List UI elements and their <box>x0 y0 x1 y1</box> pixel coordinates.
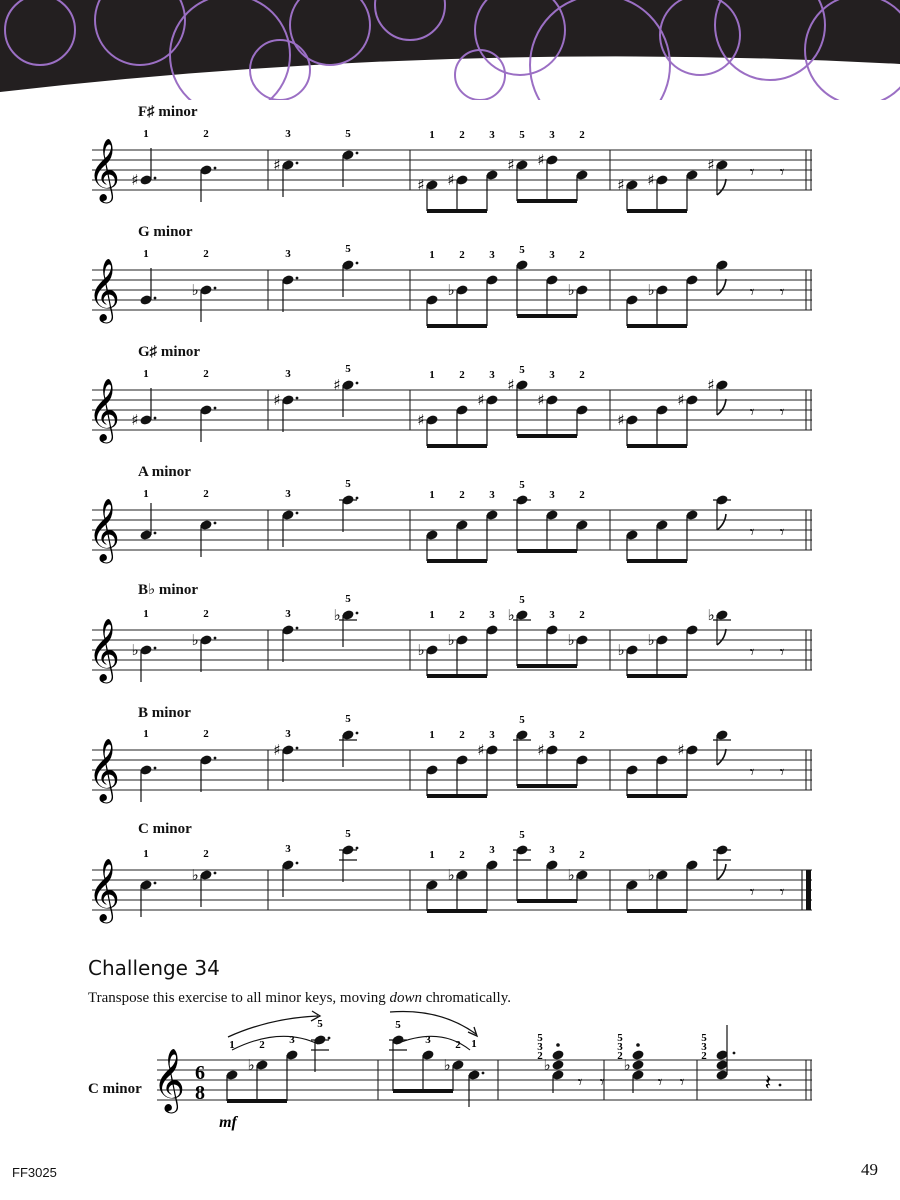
augmentation-dot <box>356 497 359 500</box>
fingering-number: 1 <box>471 1038 477 1050</box>
sharp-sign: ♯ <box>537 391 545 409</box>
fingering-number: 3 <box>425 1034 431 1046</box>
treble-clef: 𝄞 <box>88 378 120 441</box>
fingering-number: 2 <box>701 1050 707 1062</box>
flat-sign: ♭ <box>191 631 199 649</box>
fingering-number: 1 <box>429 129 435 141</box>
treble-clef: 𝄞 <box>88 858 120 921</box>
eighth-rest: 𝄾 <box>577 1072 583 1093</box>
quarter-rest: 𝄽 <box>764 1071 772 1096</box>
flat-sign: ♭ <box>333 606 341 624</box>
fingering-number: 3 <box>489 129 495 141</box>
fingering-number: 5 <box>519 129 525 141</box>
treble-clef: 𝄞 <box>88 498 120 561</box>
flat-sign: ♭ <box>417 641 425 659</box>
fingering-number: 5 <box>395 1019 401 1031</box>
fingering-number: 5 <box>345 478 351 490</box>
flat-sign: ♭ <box>543 1056 551 1074</box>
fingering-number: 3 <box>285 488 291 500</box>
fingering-number: 1 <box>143 488 149 500</box>
sharp-sign: ♯ <box>333 376 341 394</box>
fingering-number: 3 <box>489 489 495 501</box>
flat-sign: ♭ <box>443 1056 451 1074</box>
fingering-number: 2 <box>203 608 209 620</box>
fingering-number: 3 <box>617 1041 623 1053</box>
fingering-number: 2 <box>579 489 585 501</box>
augmentation-dot <box>296 162 299 165</box>
fingering-number: 3 <box>489 609 495 621</box>
eighth-rest: 𝄾 <box>749 282 755 303</box>
challenge-instruction <box>88 990 511 1007</box>
fingering-number: 2 <box>579 609 585 621</box>
fingering-number: 2 <box>459 249 465 261</box>
fingering-number: 1 <box>429 489 435 501</box>
fingering-number: 2 <box>459 489 465 501</box>
eighth-rest: 𝄾 <box>779 882 785 903</box>
fingering-number: 5 <box>617 1032 623 1044</box>
treble-clef: 𝄞 <box>88 738 120 801</box>
fingering-number: 2 <box>459 369 465 381</box>
chord-note <box>631 1059 644 1071</box>
augmentation-dot <box>779 1084 782 1087</box>
eighth-rest: 𝄾 <box>779 762 785 783</box>
augmentation-dot <box>356 152 359 155</box>
fingering-number: 5 <box>317 1018 323 1030</box>
footer-catalog-code: FF3025 <box>12 1165 57 1180</box>
eighth-rest: 𝄾 <box>749 522 755 543</box>
eighth-rest: 𝄾 <box>749 642 755 663</box>
augmentation-dot <box>154 177 157 180</box>
fingering-number: 1 <box>143 848 149 860</box>
sharp-sign: ♯ <box>647 171 655 189</box>
scale-title: F♯ minor <box>138 104 198 120</box>
slur <box>232 1036 318 1050</box>
fingering-number: 5 <box>345 243 351 255</box>
fingering-number: 1 <box>429 249 435 261</box>
augmentation-dot <box>328 1037 331 1040</box>
sharp-sign: ♯ <box>707 156 715 174</box>
sharp-sign: ♯ <box>131 411 139 429</box>
fingering-number: 2 <box>203 128 209 140</box>
fingering-number: 1 <box>229 1039 235 1051</box>
fingering-number: 3 <box>285 128 291 140</box>
eighth-rest: 𝄾 <box>779 522 785 543</box>
flat-sign: ♭ <box>707 606 715 624</box>
flat-sign: ♭ <box>447 281 455 299</box>
sharp-sign: ♯ <box>273 391 281 409</box>
fingering-number: 2 <box>579 129 585 141</box>
fingering-number: 1 <box>143 128 149 140</box>
fingering-number: 5 <box>345 828 351 840</box>
fingering-number: 1 <box>429 369 435 381</box>
fingering-number: 5 <box>519 364 525 376</box>
fingering-number: 5 <box>519 479 525 491</box>
flat-sign: ♭ <box>191 866 199 884</box>
sharp-sign: ♯ <box>417 411 425 429</box>
fingering-number: 3 <box>489 729 495 741</box>
sharp-sign: ♯ <box>507 156 515 174</box>
scale-title: C minor <box>138 821 192 837</box>
augmentation-dot <box>356 262 359 265</box>
flat-sign: ♭ <box>567 281 575 299</box>
flat-sign: ♭ <box>647 281 655 299</box>
flat-sign: ♭ <box>131 641 139 659</box>
fingering-number: 2 <box>455 1039 461 1051</box>
scale-title: A minor <box>138 464 191 480</box>
eighth-rest: 𝄾 <box>679 1072 685 1093</box>
sharp-sign: ♯ <box>617 411 625 429</box>
treble-clef: 𝄞 <box>153 1048 185 1111</box>
fingering-number: 2 <box>617 1050 623 1062</box>
fingering-number: 2 <box>537 1050 543 1062</box>
flat-sign: ♭ <box>617 641 625 659</box>
fingering-number: 1 <box>429 609 435 621</box>
fingering-number: 1 <box>429 849 435 861</box>
fingering-number: 3 <box>489 249 495 261</box>
note-flag <box>717 749 726 765</box>
dynamic-marking: mf <box>219 1114 237 1131</box>
flat-sign: ♭ <box>623 1056 631 1074</box>
eighth-rest: 𝄾 <box>749 762 755 783</box>
chord-note <box>551 1059 564 1071</box>
treble-clef: 𝄞 <box>88 138 120 201</box>
augmentation-dot <box>214 522 217 525</box>
augmentation-dot <box>214 407 217 410</box>
augmentation-dot <box>296 277 299 280</box>
augmentation-dot <box>733 1052 736 1055</box>
fingering-number: 1 <box>143 728 149 740</box>
fingering-number: 3 <box>549 609 555 621</box>
sharp-sign: ♯ <box>477 741 485 759</box>
note-flag <box>717 399 726 415</box>
instruction-text-end: chromatically. <box>422 990 512 1006</box>
augmentation-dot <box>296 512 299 515</box>
augmentation-dot <box>154 882 157 885</box>
sharp-sign: ♯ <box>677 391 685 409</box>
page-number: 49 <box>861 1160 878 1179</box>
fingering-number: 3 <box>285 248 291 260</box>
augmentation-dot <box>356 847 359 850</box>
flat-sign: ♭ <box>567 866 575 884</box>
fingering-number: 5 <box>345 128 351 140</box>
instruction-emphasis: down <box>389 990 423 1006</box>
fingering-number: 3 <box>549 729 555 741</box>
eighth-rest: 𝄾 <box>599 1072 605 1093</box>
direction-arrow <box>390 1011 476 1034</box>
sharp-sign: ♯ <box>273 741 281 759</box>
fingering-number: 5 <box>345 713 351 725</box>
sharp-sign: ♯ <box>417 176 425 194</box>
scale-title: G♯ minor <box>138 344 201 360</box>
sharp-sign: ♯ <box>477 391 485 409</box>
fingering-number: 5 <box>519 829 525 841</box>
fingering-number: 2 <box>203 728 209 740</box>
fingering-number: 5 <box>701 1032 707 1044</box>
sharp-sign: ♯ <box>507 376 515 394</box>
sharp-sign: ♯ <box>677 741 685 759</box>
fingering-number: 5 <box>519 714 525 726</box>
augmentation-dot <box>214 872 217 875</box>
note-flag <box>717 514 726 530</box>
challenge-key-label: C minor <box>88 1081 142 1097</box>
fingering-number: 2 <box>579 249 585 261</box>
fingering-number: 2 <box>203 488 209 500</box>
flat-sign: ♭ <box>647 866 655 884</box>
sharp-sign: ♯ <box>131 171 139 189</box>
augmentation-dot <box>356 382 359 385</box>
fingering-number: 3 <box>285 728 291 740</box>
flat-sign: ♭ <box>191 281 199 299</box>
fingering-number: 3 <box>701 1041 707 1053</box>
fingering-number: 3 <box>285 843 291 855</box>
augmentation-dot <box>296 627 299 630</box>
augmentation-dot <box>214 637 217 640</box>
sharp-sign: ♯ <box>617 176 625 194</box>
challenge-title: Challenge 34 <box>88 956 220 980</box>
scale-title: G minor <box>138 224 193 240</box>
note-flag <box>717 629 726 645</box>
fingering-number: 2 <box>459 129 465 141</box>
augmentation-dot <box>154 297 157 300</box>
fingering-number: 2 <box>203 848 209 860</box>
fingering-number: 3 <box>289 1034 295 1046</box>
eighth-rest: 𝄾 <box>779 162 785 183</box>
sharp-sign: ♯ <box>273 156 281 174</box>
flat-sign: ♭ <box>647 631 655 649</box>
fingering-number: 2 <box>259 1039 265 1051</box>
fingering-number: 3 <box>549 129 555 141</box>
final-barline-thick <box>806 870 811 910</box>
eighth-rest: 𝄾 <box>779 642 785 663</box>
scale-title: B♭ minor <box>138 582 198 598</box>
augmentation-dot <box>154 532 157 535</box>
sharp-sign: ♯ <box>537 741 545 759</box>
fingering-number: 2 <box>459 729 465 741</box>
chord-note <box>631 1049 644 1061</box>
fingering-number: 1 <box>143 368 149 380</box>
treble-clef: 𝄞 <box>88 258 120 321</box>
fingering-number: 2 <box>203 248 209 260</box>
fingering-number: 1 <box>143 248 149 260</box>
fingering-number: 5 <box>519 594 525 606</box>
staccato-dot <box>556 1043 560 1047</box>
sharp-sign: ♯ <box>707 376 715 394</box>
fingering-number: 3 <box>285 608 291 620</box>
scale-title: B minor <box>138 705 191 721</box>
fingering-number: 3 <box>549 489 555 501</box>
instruction-text: Transpose this exercise to all minor keys, moving <box>88 990 390 1006</box>
flat-sign: ♭ <box>447 866 455 884</box>
eighth-rest: 𝄾 <box>657 1072 663 1093</box>
fingering-number: 2 <box>459 609 465 621</box>
augmentation-dot <box>482 1072 485 1075</box>
eighth-rest: 𝄾 <box>749 402 755 423</box>
direction-arrow <box>228 1016 318 1037</box>
eighth-rest: 𝄾 <box>779 402 785 423</box>
time-signature-bottom: 8 <box>195 1082 205 1104</box>
fingering-number: 3 <box>549 369 555 381</box>
sharp-sign: ♯ <box>447 171 455 189</box>
note-flag <box>717 864 726 880</box>
fingering-number: 2 <box>459 849 465 861</box>
fingering-number: 2 <box>203 368 209 380</box>
augmentation-dot <box>356 732 359 735</box>
fingering-number: 1 <box>429 729 435 741</box>
treble-clef: 𝄞 <box>88 618 120 681</box>
staccato-dot <box>636 1043 640 1047</box>
time-signature-top: 6 <box>195 1062 205 1084</box>
augmentation-dot <box>214 287 217 290</box>
augmentation-dot <box>214 167 217 170</box>
augmentation-dot <box>296 747 299 750</box>
fingering-number: 3 <box>489 369 495 381</box>
flat-sign: ♭ <box>447 631 455 649</box>
note-flag <box>717 179 726 195</box>
augmentation-dot <box>296 397 299 400</box>
augmentation-dot <box>356 612 359 615</box>
sharp-sign: ♯ <box>537 151 545 169</box>
fingering-number: 2 <box>579 729 585 741</box>
flat-sign: ♭ <box>567 631 575 649</box>
augmentation-dot <box>154 647 157 650</box>
fingering-number: 5 <box>519 244 525 256</box>
eighth-rest: 𝄾 <box>749 162 755 183</box>
fingering-number: 3 <box>549 249 555 261</box>
fingering-number: 5 <box>345 593 351 605</box>
fingering-number: 5 <box>537 1032 543 1044</box>
fingering-number: 1 <box>143 608 149 620</box>
fingering-number: 3 <box>489 844 495 856</box>
note-flag <box>717 279 726 295</box>
fingering-number: 3 <box>285 368 291 380</box>
fingering-number: 3 <box>549 844 555 856</box>
augmentation-dot <box>296 862 299 865</box>
eighth-rest: 𝄾 <box>779 282 785 303</box>
fingering-number: 2 <box>579 849 585 861</box>
eighth-rest: 𝄾 <box>749 882 755 903</box>
flat-sign: ♭ <box>507 606 515 624</box>
augmentation-dot <box>214 757 217 760</box>
chord-note <box>551 1049 564 1061</box>
fingering-number: 3 <box>537 1041 543 1053</box>
fingering-number: 2 <box>579 369 585 381</box>
fingering-number: 5 <box>345 363 351 375</box>
flat-sign: ♭ <box>247 1056 255 1074</box>
augmentation-dot <box>154 417 157 420</box>
augmentation-dot <box>154 767 157 770</box>
